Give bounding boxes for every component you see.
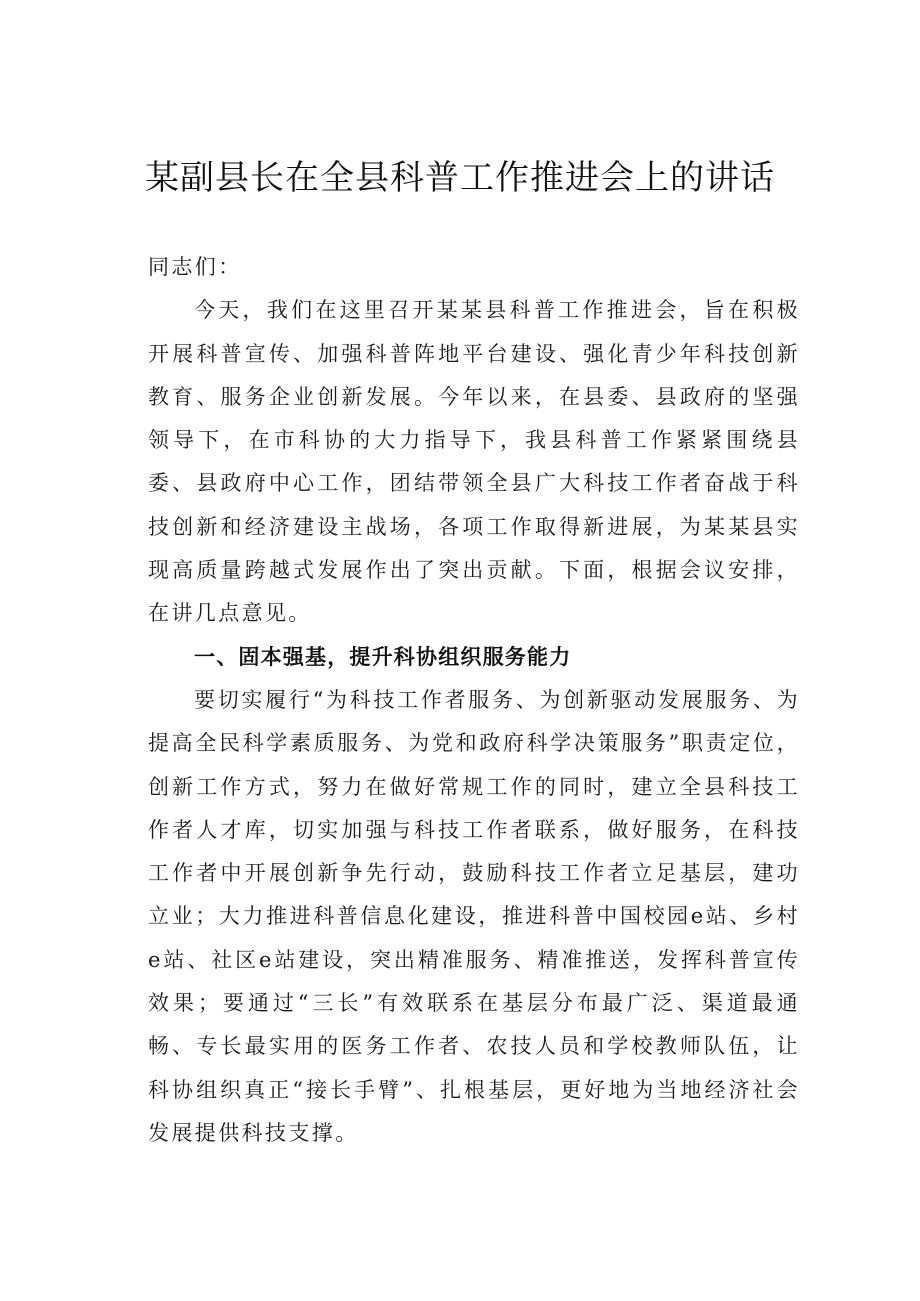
document-body xyxy=(148,246,800,1155)
document-title: 某副县长在全县科普工作推进会上的讲话 xyxy=(145,158,775,198)
section-paragraph: 要切实履行“为科技工作者服务、为创新驱动发展服务、为提高全民科学素质服务、为党和政府科学决策服务”职责定位，创新工作方式，努力在做好常规工作的同时，建立全县科技工作者人才库，切实加强与科技工作者联系，做好服务，在科技工作者中开展创新争先行动，鼓励科技工作者立足基层，建功立业；大力推进科普信息化建设，推进科普中国校园e站、乡村e站、社区e站建设，突出精准服务、精准推送，发挥科普宣传效果；要通过“三长”有效联系在基层分布最广泛、渠道最通畅、专长最实用的医务工作者、农技人员和学校教师队伍，让科协组织真正“接长手臂”、扎根基层，更好地为当地经济社会发展提供科技支撑。 xyxy=(148,687,800,1145)
section-heading: 一、固本强基，提升科协组织服务能力 xyxy=(194,644,572,669)
salutation: 同志们： xyxy=(148,255,242,279)
intro-paragraph: 今天，我们在这里召开某某县科普工作推进会，旨在积极开展科普宣传、加强科普阵地平台建设、强化青少年科技创新教育、服务企业创新发展。今年以来，在县委、县政府的坚强领导下，在市科协的大力指导下，我县科普工作紧紧围绕县委、县政府中心工作，团结带领全县广大科技工作者奋战于科技创新和经济建设主战场，各项工作取得新进展，为某某县实现高质量跨越式发展作出了突出贡献。下面，根据会议安排，在讲几点意见。 xyxy=(148,298,800,626)
